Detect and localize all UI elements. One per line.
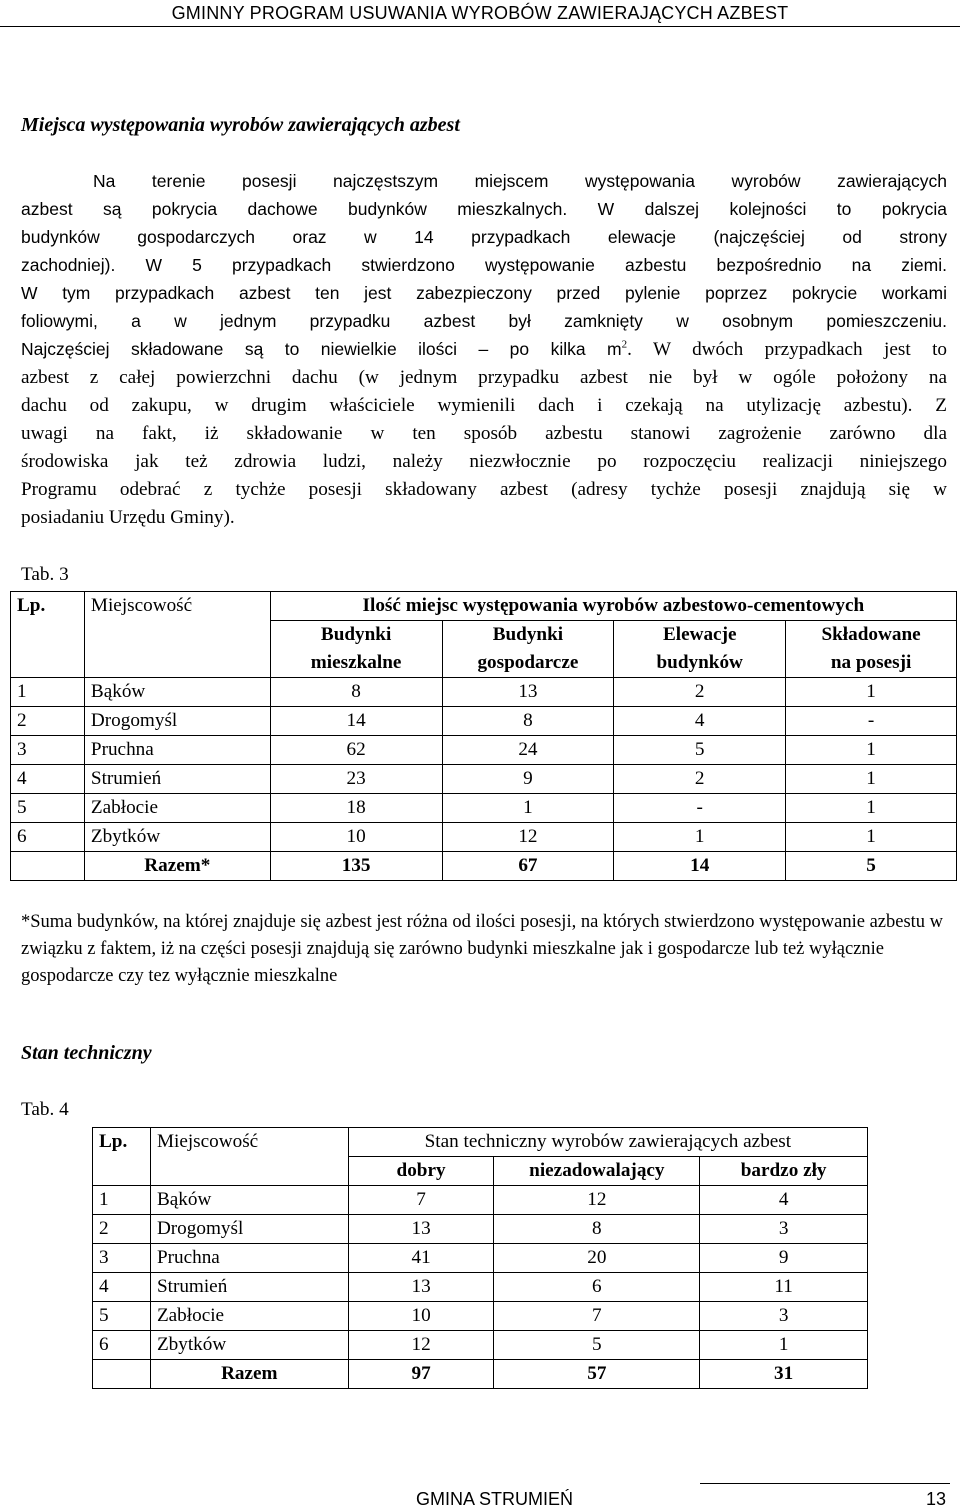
paragraph-line: budynków gospodarczych oraz w 14 przypadkach elewacje (najczęściej od strony — [21, 227, 947, 247]
cell: 4 — [93, 1273, 151, 1302]
cell: 1 — [11, 678, 85, 707]
cell: 13 — [442, 678, 614, 707]
table-header-row — [11, 592, 957, 621]
cell: 9 — [442, 765, 614, 794]
cell: 1 — [786, 765, 957, 794]
table-total-row — [93, 1360, 868, 1389]
cell: 5 — [93, 1302, 151, 1331]
cell: 3 — [11, 736, 85, 765]
cell: 2 — [614, 765, 786, 794]
cell: 4 — [700, 1186, 868, 1215]
table-row — [93, 1186, 868, 1215]
subheader: dobry — [348, 1157, 494, 1186]
cell: 12 — [348, 1331, 494, 1360]
header-title: GMINNY PROGRAM USUWANIA WYROBÓW ZAWIERAJĄCYCH AZBEST — [171, 3, 789, 23]
table3-footnote: *Suma budynków, na której znajduje się azbest jest różna od ilości posesji, na których stwierdzono występowanie azbestu w związku z faktem, iż na części posesji znajdują się zarówno budynki mieszkalne jak i gospodarcze lub też wyłącznie gospodarcze czy tez wyłącznie mieszkalne — [21, 912, 944, 986]
cell: Zbytków — [150, 1331, 348, 1360]
subheader: mieszkalne — [270, 649, 442, 678]
cell: Pruchna — [84, 736, 270, 765]
cell: - — [786, 707, 957, 736]
table3-label: Tab. 3 — [21, 564, 69, 585]
cell: 6 — [11, 823, 85, 852]
table-row — [11, 765, 957, 794]
cell: Bąków — [84, 678, 270, 707]
total-cell: 14 — [614, 852, 786, 881]
cell: 12 — [442, 823, 614, 852]
cell: 10 — [270, 823, 442, 852]
occurrence-paragraph — [21, 167, 947, 532]
table4-label: Tab. 4 — [21, 1099, 69, 1120]
cell: 2 — [11, 707, 85, 736]
table-row — [93, 1273, 868, 1302]
table-row — [93, 1331, 868, 1360]
cell: 1 — [786, 794, 957, 823]
cell: 8 — [442, 707, 614, 736]
cell: 8 — [494, 1215, 700, 1244]
cell: 3 — [700, 1302, 868, 1331]
table-row — [11, 823, 957, 852]
cell: 6 — [494, 1273, 700, 1302]
cell: Pruchna — [150, 1244, 348, 1273]
total-label: Razem* — [84, 852, 270, 881]
cell: 13 — [348, 1273, 494, 1302]
col-group-header: Stan techniczny wyrobów zawierających azbest — [348, 1128, 867, 1157]
cell: 18 — [270, 794, 442, 823]
subheader: budynków — [614, 649, 786, 678]
cell: 7 — [494, 1302, 700, 1331]
subheader: niezadowalający — [494, 1157, 700, 1186]
cell: 1 — [442, 794, 614, 823]
paragraph-line: uwagi na fakt, iż składowanie w ten sposób azbestu stanowi zagrożenie zarówno dla — [21, 423, 947, 444]
table-asbestos-locations — [10, 591, 957, 881]
cell: 23 — [270, 765, 442, 794]
cell: 4 — [614, 707, 786, 736]
subheader: na posesji — [786, 649, 957, 678]
total-cell: 31 — [700, 1360, 868, 1389]
cell: 9 — [700, 1244, 868, 1273]
cell: 5 — [494, 1331, 700, 1360]
cell — [93, 1360, 151, 1389]
paragraph-line: zachodniej). W 5 przypadkach stwierdzono występowanie azbestu bezpośrednio na ziemi. — [21, 255, 947, 275]
cell: 5 — [614, 736, 786, 765]
cell: 62 — [270, 736, 442, 765]
cell: 5 — [11, 794, 85, 823]
total-cell: 135 — [270, 852, 442, 881]
section-heading-occurrence: Miejsca występowania wyrobów zawierających azbest — [21, 114, 460, 136]
cell: 1 — [700, 1331, 868, 1360]
subheader: Budynki — [442, 621, 614, 650]
table-row — [11, 794, 957, 823]
cell: 1 — [786, 736, 957, 765]
cell: 1 — [786, 678, 957, 707]
section-heading-technical-condition: Stan techniczny — [21, 1042, 152, 1064]
cell: 7 — [348, 1186, 494, 1215]
subheader: Składowane — [786, 621, 957, 650]
paragraph-line — [21, 335, 947, 364]
col-group-header: Ilość miejsc występowania wyrobów azbestowo-cementowych — [270, 592, 956, 621]
footer-divider — [700, 1483, 950, 1484]
subheader: Elewacje — [614, 621, 786, 650]
cell: Bąków — [150, 1186, 348, 1215]
table-row — [93, 1302, 868, 1331]
paragraph-line: W tym przypadkach azbest ten jest zabezpieczony przed pylenie poprzez pokrycie workami — [21, 283, 947, 303]
cell: 14 — [270, 707, 442, 736]
subheader: Budynki — [270, 621, 442, 650]
cell: 2 — [614, 678, 786, 707]
cell: 1 — [786, 823, 957, 852]
table-technical-condition — [92, 1127, 868, 1389]
paragraph-line: foliowymi, a w jednym przypadku azbest był zamknięty w osobnym pomieszczeniu. — [21, 311, 947, 331]
table-row — [11, 707, 957, 736]
cell: 11 — [700, 1273, 868, 1302]
cell: 3 — [700, 1215, 868, 1244]
cell: 20 — [494, 1244, 700, 1273]
paragraph-line: dachu od zakupu, w drugim właściciele wymienili dach i czekają na utylizację azbestu). Z — [21, 395, 947, 416]
superscript: 2 — [621, 338, 628, 351]
cell: 1 — [93, 1186, 151, 1215]
cell: Drogomyśl — [150, 1215, 348, 1244]
table-row — [93, 1215, 868, 1244]
table-row — [11, 736, 957, 765]
cell: 13 — [348, 1215, 494, 1244]
subheader: gospodarcze — [442, 649, 614, 678]
cell: - — [614, 794, 786, 823]
cell: 6 — [93, 1331, 151, 1360]
paragraph-fragment: . W dwóch przypadkach jest to — [627, 339, 947, 360]
cell: 2 — [93, 1215, 151, 1244]
cell: Zbytków — [84, 823, 270, 852]
footer-name: GMINA STRUMIEŃ — [416, 1489, 574, 1509]
cell: 3 — [93, 1244, 151, 1273]
cell: Drogomyśl — [84, 707, 270, 736]
cell — [11, 852, 85, 881]
cell: Strumień — [150, 1273, 348, 1302]
cell: 8 — [270, 678, 442, 707]
paragraph-line: posiadaniu Urzędu Gminy). — [21, 507, 235, 528]
total-cell: 5 — [786, 852, 957, 881]
running-header — [0, 0, 960, 27]
cell: 41 — [348, 1244, 494, 1273]
cell: Zabłocie — [150, 1302, 348, 1331]
cell: 1 — [614, 823, 786, 852]
total-cell: 67 — [442, 852, 614, 881]
table-row — [93, 1244, 868, 1273]
col-header-place: Miejscowość — [150, 1128, 348, 1186]
paragraph-line: azbest z całej powierzchni dachu (w jednym przypadku azbest nie był w ogóle położony na — [21, 367, 947, 388]
table-header-row — [93, 1128, 868, 1157]
cell: Strumień — [84, 765, 270, 794]
cell: 24 — [442, 736, 614, 765]
paragraph-fragment: Najczęściej składowane są to niewielkie ilości – po kilka m — [21, 339, 622, 359]
subheader: bardzo zły — [700, 1157, 868, 1186]
total-cell: 57 — [494, 1360, 700, 1389]
paragraph-line: Na terenie posesji najczęstszym miejscem występowania wyrobów zawierających — [93, 171, 947, 191]
cell: Zabłocie — [84, 794, 270, 823]
paragraph-line: azbest są pokrycia dachowe budynków mieszkalnych. W dalszej kolejności to pokrycia — [21, 199, 947, 219]
col-header-lp: Lp. — [11, 592, 85, 678]
table-total-row — [11, 852, 957, 881]
total-cell: 97 — [348, 1360, 494, 1389]
cell: 4 — [11, 765, 85, 794]
page-number: 13 — [926, 1489, 947, 1509]
cell: 12 — [494, 1186, 700, 1215]
col-header-place: Miejscowość — [84, 592, 270, 678]
cell: 10 — [348, 1302, 494, 1331]
col-header-lp: Lp. — [93, 1128, 151, 1186]
total-label: Razem — [150, 1360, 348, 1389]
table-row — [11, 678, 957, 707]
paragraph-line: Programu odebrać z tychże posesji składowany azbest (adresy tychże posesji znajdują się w — [21, 479, 947, 500]
paragraph-line: środowiska jak też zdrowia ludzi, należy niezwłocznie po rozpoczęciu realizacji niniejszego — [21, 451, 947, 472]
